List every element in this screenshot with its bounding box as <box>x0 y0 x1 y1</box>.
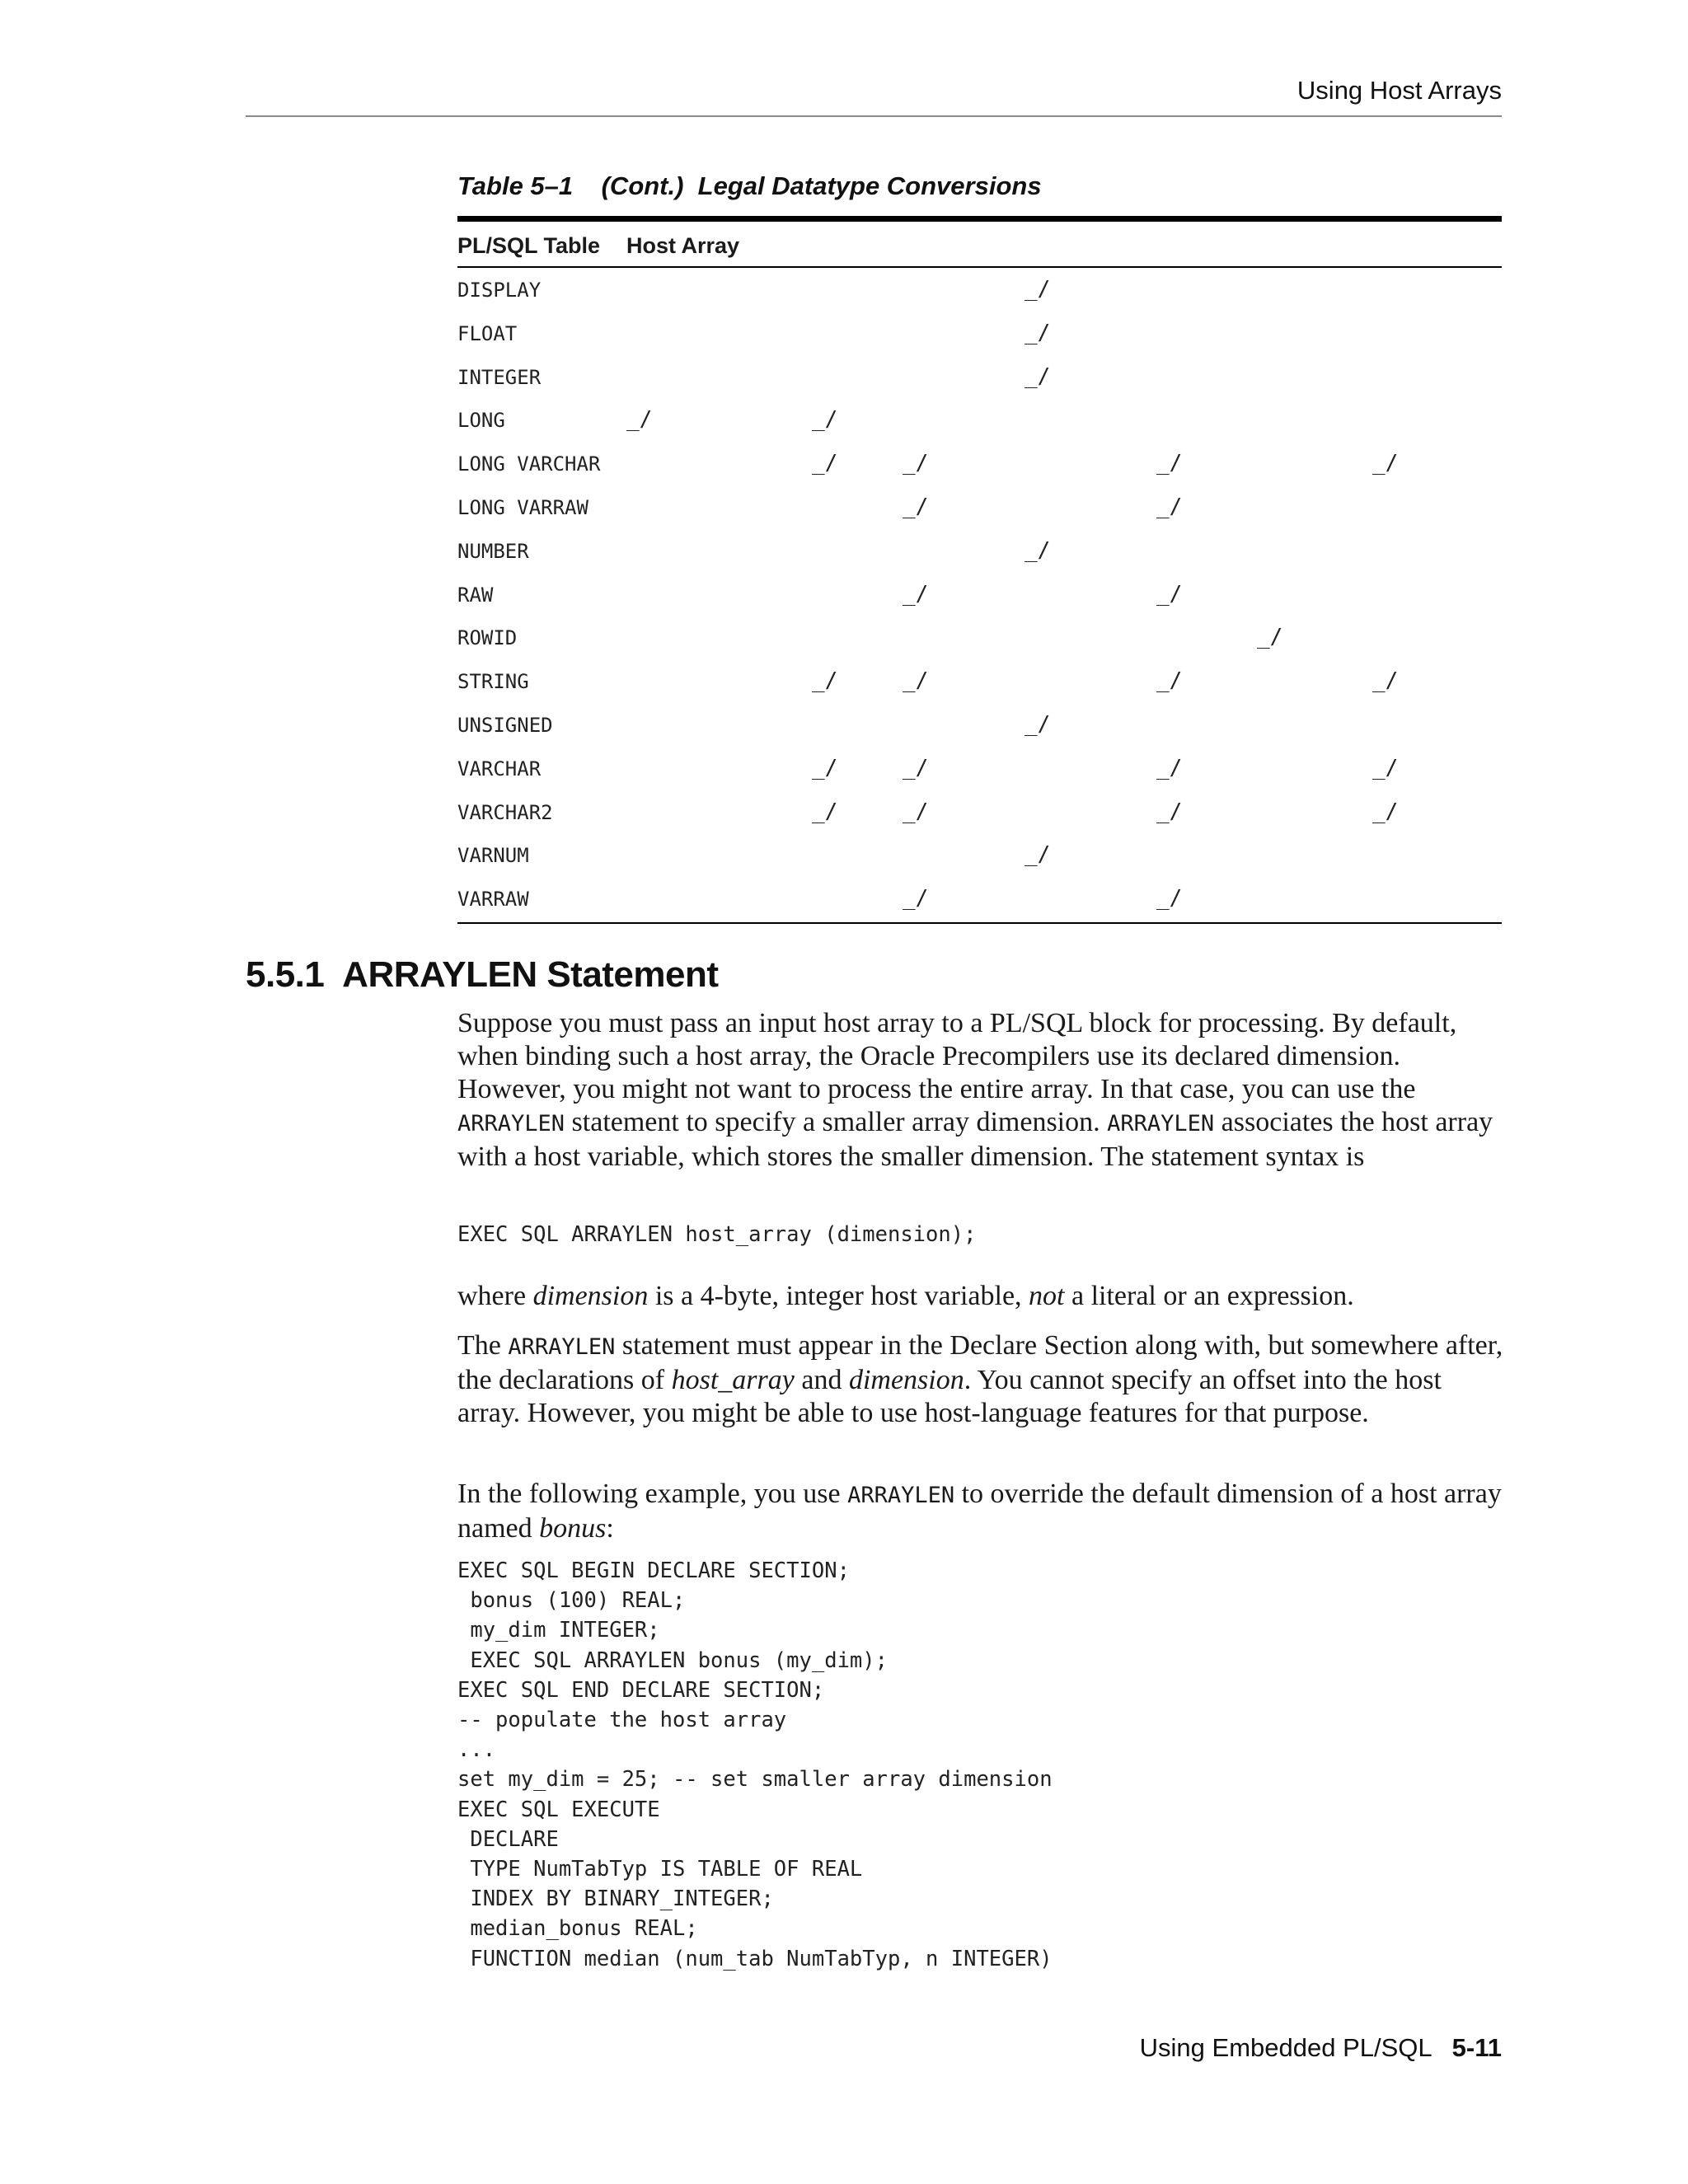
plsql-type-cell: RAW <box>457 583 494 607</box>
column-header-plsql-table: PL/SQL Table <box>457 233 601 258</box>
plsql-type-cell: VARRAW <box>457 888 529 912</box>
text-run: . You cannot specify an offset into the host array. However, you might be able to use host-language features for that purpose. <box>457 1365 1442 1428</box>
conversion-mark: _/ <box>1025 842 1051 868</box>
emphasis: dimension <box>532 1281 649 1311</box>
text-run: statement must appear in the Declare Section along with, but somewhere after, the declarations of <box>457 1330 1503 1395</box>
inline-code: ARRAYLEN <box>508 1334 616 1360</box>
table-bottom-rule <box>457 922 1502 924</box>
section-heading: 5.5.1 ARRAYLEN Statement <box>246 954 719 995</box>
paragraph-intro <box>457 1007 1504 1174</box>
paragraph-declare-section <box>457 1329 1504 1430</box>
conversion-mark: _/ <box>903 799 929 824</box>
table-row <box>457 703 1502 747</box>
running-header <box>246 73 1502 117</box>
conversion-mark: _/ <box>1372 451 1399 476</box>
conversion-mark: _/ <box>1156 886 1183 912</box>
plsql-type-cell: STRING <box>457 670 529 694</box>
table-row <box>457 659 1502 703</box>
conversion-mark: _/ <box>1372 755 1399 780</box>
table-row <box>457 485 1502 529</box>
table-body <box>457 268 1502 921</box>
conversion-mark: _/ <box>1025 537 1051 563</box>
conversion-mark: _/ <box>903 668 929 694</box>
table-row <box>457 398 1502 442</box>
plsql-type-cell: LONG VARCHAR <box>457 452 601 476</box>
plsql-type-cell: LONG <box>457 409 505 433</box>
inline-code: ARRAYLEN <box>457 1111 565 1137</box>
conversion-mark: _/ <box>903 451 929 476</box>
table-row <box>457 529 1502 573</box>
table-caption: Table 5–1 (Cont.) Legal Datatype Conversions <box>457 171 1042 200</box>
table-header-row <box>457 222 1502 268</box>
text-run: statement to specify a smaller array dimension. <box>565 1107 1108 1137</box>
table-row <box>457 312 1502 355</box>
inline-code: ARRAYLEN <box>1107 1111 1215 1137</box>
conversion-mark: _/ <box>812 755 838 780</box>
running-header-title: Using Host Arrays <box>1296 76 1502 105</box>
conversion-mark: _/ <box>1257 625 1283 650</box>
conversion-mark: _/ <box>903 581 929 607</box>
paragraph-example-intro <box>457 1478 1504 1545</box>
conversion-mark: _/ <box>903 494 929 519</box>
plsql-type-cell: LONG VARRAW <box>457 495 588 519</box>
conversion-mark: _/ <box>1156 799 1183 824</box>
table-row <box>457 268 1502 312</box>
table-row <box>457 616 1502 659</box>
conversion-mark: _/ <box>1025 711 1051 737</box>
text-run: : <box>606 1513 614 1544</box>
plsql-type-cell: VARCHAR <box>457 757 542 780</box>
conversion-mark: _/ <box>903 886 929 912</box>
inline-code: ARRAYLEN <box>847 1483 955 1508</box>
plsql-type-cell: FLOAT <box>457 321 518 345</box>
table-row <box>457 573 1502 616</box>
syntax-code-block: EXEC SQL ARRAYLEN host_array (dimension); <box>457 1222 977 1247</box>
text-run: In the following example, you use <box>457 1479 848 1509</box>
text-run: Suppose you must pass an input host array to a PL/SQL block for processing. By default, when binding such a host array, the Oracle Precompilers use its declared dimension. However, you might not want to process the entire array. In that case, you can use the <box>457 1008 1457 1104</box>
table-row <box>457 442 1502 485</box>
running-footer <box>1140 2033 1502 2063</box>
table-row <box>457 790 1502 834</box>
plsql-type-cell: NUMBER <box>457 539 529 563</box>
plsql-type-cell: UNSIGNED <box>457 713 553 737</box>
conversion-mark: _/ <box>1025 277 1051 302</box>
conversion-mark: _/ <box>1156 451 1183 476</box>
conversion-mark: _/ <box>812 451 838 476</box>
table-row <box>457 833 1502 877</box>
emphasis: bonus <box>539 1513 607 1544</box>
text-run: is a 4-byte, integer host variable, <box>648 1281 1029 1311</box>
conversion-mark: _/ <box>1372 668 1399 694</box>
example-code-block: EXEC SQL BEGIN DECLARE SECTION; bonus (100) REAL; my_dim INTEGER; EXEC SQL ARRAYLEN bonus (my_dim); EXEC SQL END DECLARE SECTION; -- populate the host array ... set my_dim = 25; -- set smaller array dimension EXEC SQL EXECUTE DECLARE TYPE NumTabTyp IS TABLE OF REAL INDEX BY BINARY_INTEGER; median_bonus REAL; FUNCTION median (num_tab NumTabTyp, n INTEGER) <box>457 1558 1053 1971</box>
text-run: where <box>457 1281 533 1311</box>
conversion-mark: _/ <box>1156 581 1183 607</box>
datatype-conversion-table <box>457 216 1502 924</box>
plsql-type-cell: VARNUM <box>457 844 529 868</box>
footer-chapter-title: Using Embedded PL/SQL <box>1139 2033 1432 2062</box>
plsql-type-cell: DISPLAY <box>457 279 542 302</box>
conversion-mark: _/ <box>1025 320 1051 345</box>
text-run: The <box>457 1330 509 1361</box>
conversion-mark: _/ <box>1156 494 1183 519</box>
text-run: to override the default dimension of a host array named <box>457 1479 1502 1544</box>
plsql-type-cell: VARCHAR2 <box>457 800 553 824</box>
conversion-mark: _/ <box>1025 363 1051 389</box>
column-header-host-array: Host Array <box>626 233 740 258</box>
conversion-mark: _/ <box>1156 755 1183 780</box>
conversion-mark: _/ <box>1156 668 1183 694</box>
conversion-mark: _/ <box>903 755 929 780</box>
paragraph-dimension <box>457 1280 1504 1313</box>
text-run: a literal or an expression. <box>1064 1281 1354 1311</box>
table-row <box>457 355 1502 399</box>
table-row <box>457 877 1502 921</box>
conversion-mark: _/ <box>812 799 838 824</box>
table-row <box>457 747 1502 790</box>
conversion-mark: _/ <box>626 407 653 433</box>
conversion-mark: _/ <box>812 407 838 433</box>
text-run: and <box>794 1365 849 1395</box>
text-run: associates the host array with a host variable, which stores the smaller dimension. The statement syntax is <box>457 1107 1493 1172</box>
plsql-type-cell: ROWID <box>457 626 518 650</box>
plsql-type-cell: INTEGER <box>457 365 542 389</box>
page-number: 5-11 <box>1451 2033 1502 2062</box>
emphasis: not <box>1029 1281 1065 1311</box>
emphasis: host_array <box>671 1365 795 1395</box>
table-top-rule <box>457 216 1502 222</box>
conversion-mark: _/ <box>812 668 838 694</box>
conversion-mark: _/ <box>1372 799 1399 824</box>
emphasis: dimension <box>848 1365 964 1395</box>
